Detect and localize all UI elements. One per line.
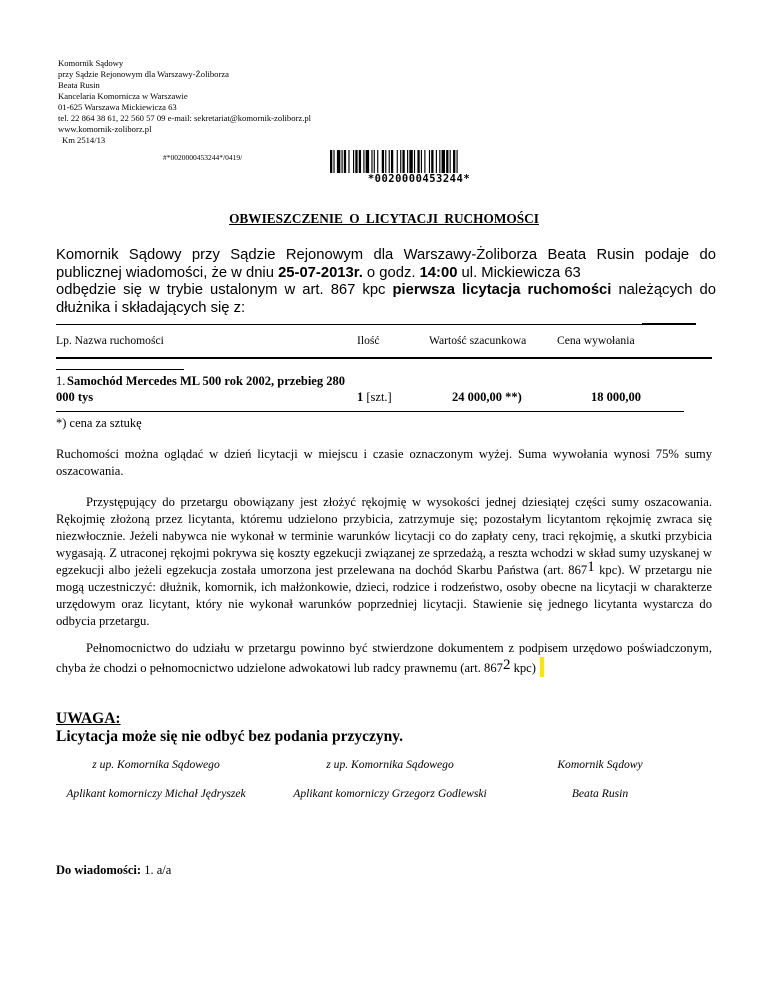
barcode-bar [342, 150, 343, 173]
barcode-bar [330, 150, 332, 173]
barcode-bar [407, 150, 408, 173]
intro-paragraph-2 [56, 282, 716, 317]
intro-part4: odbędzie się w trybie ustalonym w art. 867 kpc [56, 282, 393, 298]
distribution-note [56, 863, 171, 878]
viewing-text: Ruchomości można oglądać w dzień licytacji w miejscu i czasie oznaczonym wyżej. Suma wywołania wynosi 75% sumy oszacowania. [56, 447, 712, 478]
item-qty-unit: [szt.] [363, 390, 392, 404]
item-price: 18 000,00 [591, 390, 641, 404]
highlight-mark [540, 657, 544, 677]
auction-date: 25-07-2013r. [278, 264, 363, 281]
barcode-bar [382, 150, 384, 173]
intro-part1: Komornik Sądowy przy Sądzie Rejonowym dla Warszawy-Żoliborza Beata Rusin podaje do publicznej wiadomości, że w dniu [56, 247, 716, 281]
intro-text [56, 247, 716, 317]
barcode-bars [330, 150, 508, 173]
item-name-line1: Samochód Mercedes ML 500 rok 2002, przebieg 280 [67, 374, 345, 388]
barcode-bar [409, 150, 412, 173]
deposit-text-a: Przystępujący do przetargu obowiązany jest złożyć rękojmię w wysokości jednej dziesiątej części sumy oszacowania. Rękojmię złożoną przez licytanta, któremu udzielono przybicia, zatrzymuje się; pozostałym licytantom rękojmię zwraca się niezwłocznie. Jeżeli nabywca nie wykonał w terminie warunków licytacji co do zapłaty ceny, traci rękojmię, a skutki przybicia wygasają. Z utraconej rękojmi pokrywa się koszty egzekucji związanej ze sprzedażą, a reszta wchodzi w skład sumy uzyskanej w egzekucji albo jeżeli egzekucja została umorzona jest przelewana na dochód Skarbu Państwa (art. 867 [56, 495, 712, 577]
barcode-bar [453, 150, 455, 173]
barcode-bar [429, 150, 430, 173]
table-footnote: *) cena za sztukę [56, 416, 142, 430]
item-number: 1. [56, 374, 66, 388]
barcode-bar [446, 150, 448, 173]
barcode-bar [402, 150, 404, 173]
barcode-bar [457, 150, 458, 173]
deposit-paragraph [56, 494, 712, 630]
header-line: tel. 22 864 38 61, 22 560 57 09 e-mail: sekretariat@komornik-zoliborz.pl [58, 113, 312, 123]
barcode-bar [353, 150, 354, 173]
table-top-rule [56, 324, 642, 325]
signature-3-name: Beata Rusin [571, 787, 629, 800]
barcode-bar [363, 150, 364, 173]
barcode-bar [374, 150, 375, 173]
barcode-bar [431, 150, 433, 173]
barcode-bar [355, 150, 357, 173]
barcode-bar [414, 150, 415, 173]
item-name-line2: 000 tys [56, 390, 94, 404]
deposit-text [56, 494, 712, 630]
barcode-bar [400, 150, 401, 173]
letterhead [58, 58, 311, 146]
barcode-bar [344, 150, 346, 173]
barcode-bar [337, 150, 340, 173]
signature-2-role: z up. Komornika Sądowego [326, 758, 454, 771]
signature-1-role: z up. Komornika Sądowego [92, 758, 220, 771]
proxy-paragraph [56, 640, 712, 677]
barcode-bar [417, 150, 419, 173]
deposit-superscript: 1 [587, 559, 595, 575]
proxy-superscript: 2 [502, 657, 511, 673]
barcode-reference: #*0020000453244*/0419/ [163, 153, 243, 162]
distribution-value: 1. a/a [141, 863, 172, 877]
intro-part5: należących do dłużnika i składających się z: [56, 282, 716, 316]
col-header-price: Cena wywołania [557, 334, 635, 347]
table-sub-rule [56, 369, 184, 370]
intro-part3: ul. Mickiewicza 63 [457, 264, 581, 281]
barcode-bar [439, 150, 440, 173]
proxy-text-a: Pełnomocnictwo do udziału w przetargu powinno być stwierdzone dokumentem z podpisem urzędowo poświadczonym, chyba że chodzi o pełnomocnictwo udzielone adwokatowi lub radcy prawnemu (art. 867 [56, 641, 712, 675]
barcode-bar [333, 150, 334, 173]
signature-3-role: Komornik Sądowy [557, 758, 643, 771]
barcode-text: *0020000453244* [367, 173, 471, 185]
header-line: 01-625 Warszawa Mickiewicza 63 [58, 102, 177, 112]
proxy-text-b: kpc) [510, 661, 536, 675]
barcode-bar [377, 150, 378, 173]
barcode [330, 150, 508, 184]
barcode-bar [371, 150, 372, 173]
table-bottom-rule [56, 411, 684, 412]
proxy-text [56, 640, 712, 677]
signature-1-name: Aplikant komorniczy Michał Jędryszek [66, 787, 246, 800]
distribution-label: Do wiadomości: [56, 863, 142, 877]
table-top-rule-end [642, 323, 696, 325]
intro-part2: o godz. [362, 264, 420, 281]
notice-text: Licytacja może się nie odbyć bez podania przyczyny. [56, 728, 403, 745]
table-header-rule [56, 357, 712, 359]
col-header-qty: Ilość [357, 334, 380, 347]
barcode-bar [436, 150, 437, 173]
case-number: Km 2514/13 [62, 135, 106, 145]
header-line: Komornik Sądowy [58, 58, 124, 68]
barcode-bar [389, 150, 390, 173]
auction-type: pierwsza licytacja ruchomości [392, 282, 612, 298]
header-line: Beata Rusin [58, 80, 100, 90]
signature-2-name: Aplikant komorniczy Grzegorz Godlewski [293, 787, 487, 800]
barcode-bar [348, 150, 349, 173]
barcode-bar [450, 150, 451, 173]
intro-paragraph [56, 247, 716, 282]
barcode-bar [397, 150, 398, 173]
header-line: przy Sądzie Rejonowym dla Warszawy-Żoliborza [58, 69, 229, 79]
barcode-bar [359, 150, 361, 173]
barcode-bar [366, 150, 369, 173]
page-title: OBWIESZCZENIE O LICYTACJI RUCHOMOŚCI [229, 211, 539, 226]
barcode-bar [421, 150, 422, 173]
item-qty-value: 1 [357, 390, 364, 404]
header-line: Kancelaria Komornicza w Warszawie [58, 91, 188, 101]
barcode-bar [424, 150, 425, 173]
viewing-paragraph [56, 446, 712, 480]
col-header-name: Lp. Nazwa ruchomości [56, 334, 164, 347]
col-header-value: Wartość szacunkowa [429, 334, 527, 347]
auction-time: 14:00 [419, 264, 458, 281]
header-line: www.komornik-zoliborz.pl [58, 124, 152, 134]
barcode-bar [385, 150, 386, 173]
notice-heading: UWAGA: [56, 710, 121, 727]
barcode-bar [391, 150, 393, 173]
item-quantity [357, 390, 392, 405]
barcode-bar [442, 150, 445, 173]
deposit-text-b: kpc). W przetargu nie mogą uczestniczyć: dłużnik, komornik, ich małżonkowie, dzieci, rodzice i rodzeństwo, osoby obecne na licytacji w charakterze urzędowym oraz licytant, który nie wykonał warunków poprzedniej licytacji. Stawienie się jednego licytanta wystarcza do odbycia przetargu. [56, 563, 713, 628]
item-value: 24 000,00 **) [452, 390, 522, 404]
